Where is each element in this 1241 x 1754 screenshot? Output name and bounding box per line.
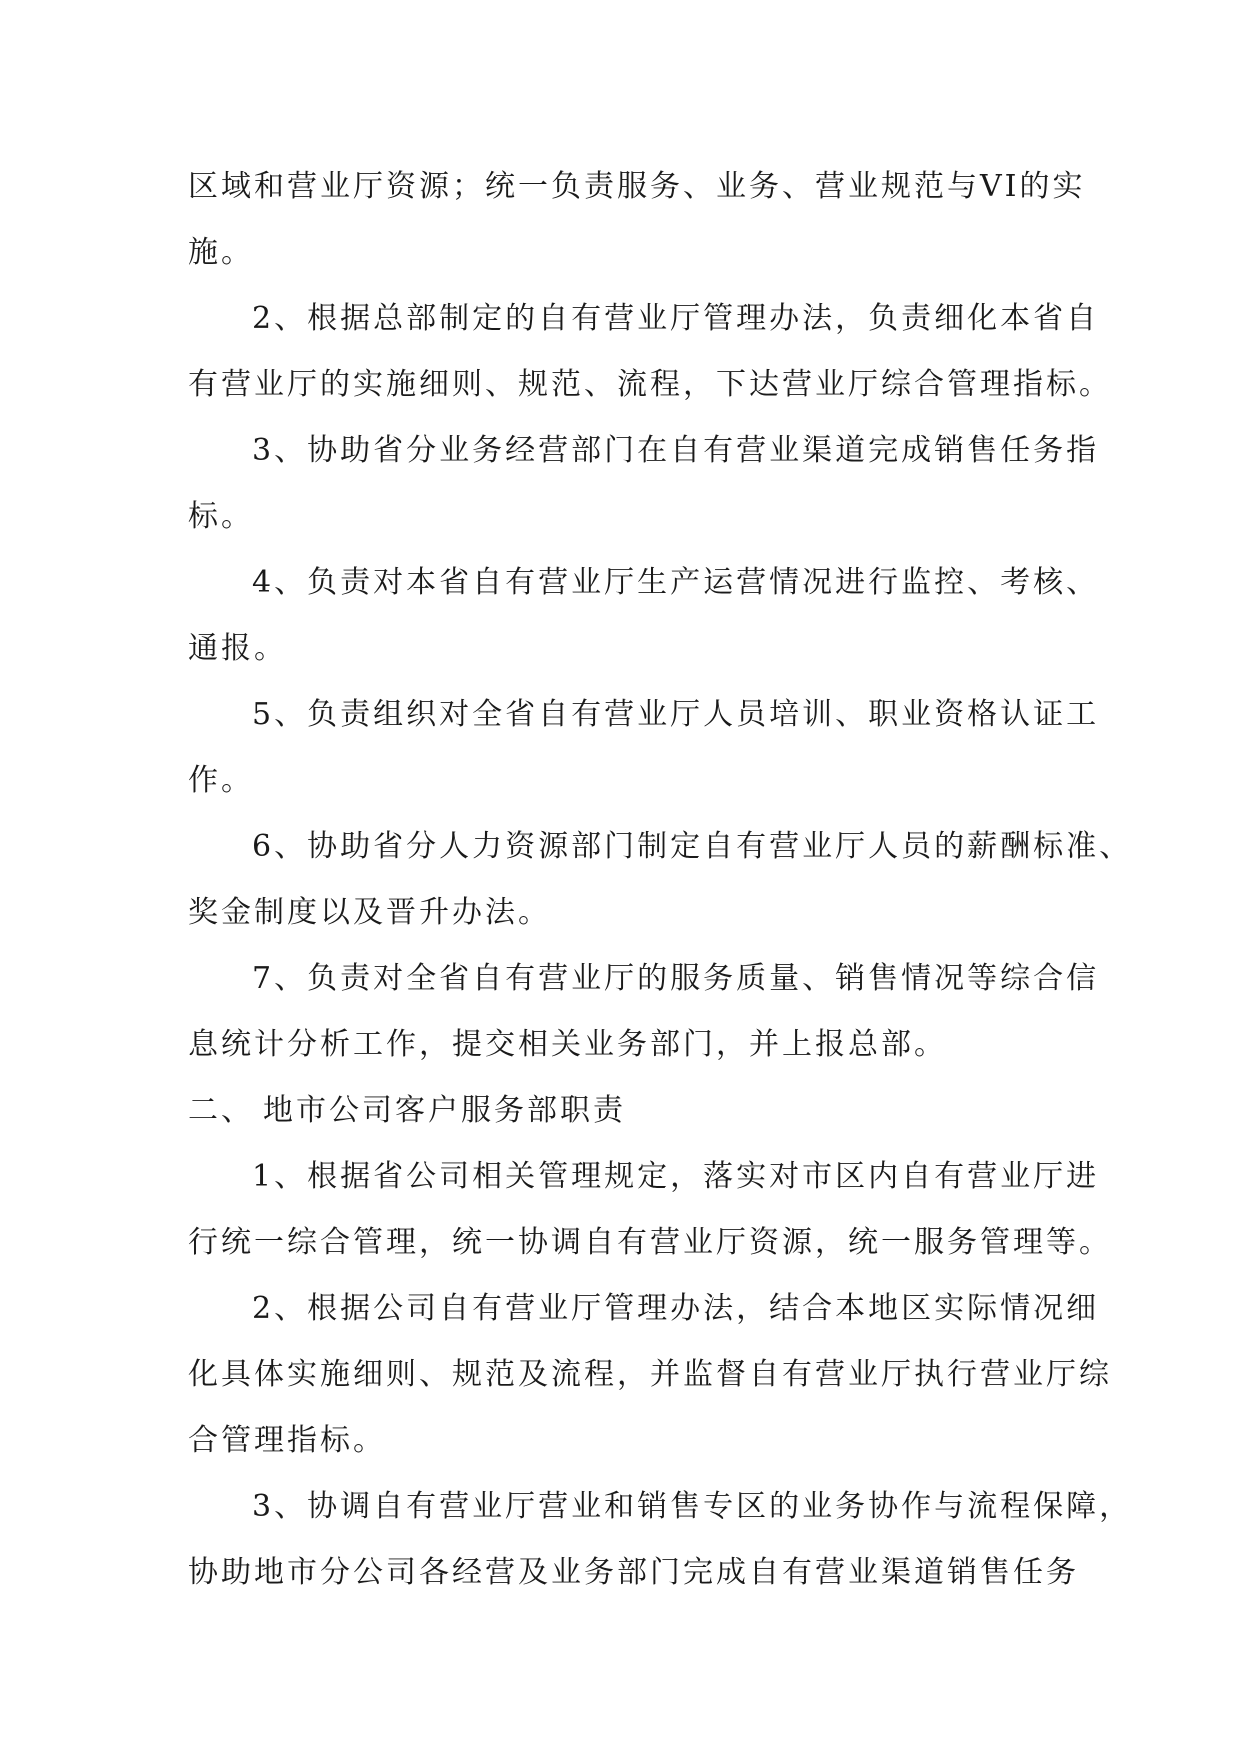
paragraph-line: 3、协助省分业务经营部门在自有营业渠道完成销售任务指	[252, 433, 1100, 468]
paragraph-line: 4、负责对本省自有营业厅生产运营情况进行监控、考核、	[252, 565, 1100, 600]
paragraph-line: 息统计分析工作，提交相关业务部门，并上报总部。	[188, 1027, 947, 1062]
paragraph-line: 有营业厅的实施细则、规范、流程，下达营业厅综合管理指标。	[188, 367, 1112, 402]
paragraph-line: 区域和营业厅资源；统一负责服务、业务、营业规范与VI的实	[188, 169, 1086, 204]
paragraph-line: 6、协助省分人力资源部门制定自有营业厅人员的薪酬标准、	[252, 829, 1133, 864]
paragraph-line: 5、负责组织对全省自有营业厅人员培训、职业资格认证工	[252, 697, 1100, 732]
paragraph-line: 行统一综合管理，统一协调自有营业厅资源，统一服务管理等。	[188, 1225, 1112, 1260]
section-heading-number: 二、	[188, 1093, 254, 1128]
paragraph-line: 作。	[188, 763, 254, 798]
paragraph-line: 1、根据省公司相关管理规定，落实对市区内自有营业厅进	[252, 1159, 1100, 1194]
section-heading-title: 地市公司客户服务部职责	[263, 1093, 626, 1128]
paragraph-line: 7、负责对全省自有营业厅的服务质量、销售情况等综合信	[252, 961, 1100, 996]
paragraph-line: 2、根据总部制定的自有营业厅管理办法，负责细化本省自	[252, 301, 1100, 336]
paragraph-line: 2、根据公司自有营业厅管理办法，结合本地区实际情况细	[252, 1291, 1100, 1326]
document-body	[188, 154, 1133, 1606]
section-heading	[188, 1078, 1054, 1144]
paragraph-line: 化具体实施细则、规范及流程，并监督自有营业厅执行营业厅综	[188, 1357, 1112, 1392]
paragraph-line: 施。	[188, 235, 254, 270]
paragraph-line: 奖金制度以及晋升办法。	[188, 895, 551, 930]
paragraph-line: 合管理指标。	[188, 1423, 386, 1458]
paragraph-line: 标。	[188, 499, 254, 534]
paragraph-line: 通报。	[188, 631, 287, 666]
paragraph-line: 协助地市分公司各经营及业务部门完成自有营业渠道销售任务	[188, 1555, 1079, 1590]
paragraph-line: 3、协调自有营业厅营业和销售专区的业务协作与流程保障，	[252, 1489, 1133, 1524]
